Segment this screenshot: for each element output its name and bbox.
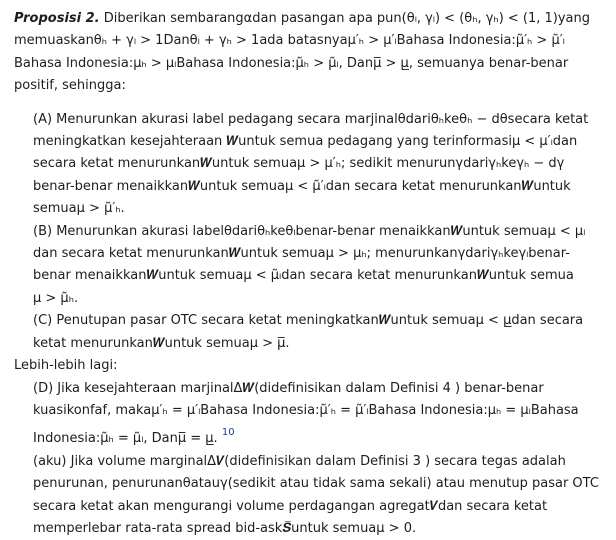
item-e-line-2: penurunan, penurunanθatauγ(sedikit atau tidak sama sekali) atau menutup pasar OTC (33, 476, 599, 492)
item-d-line-3 (14, 422, 602, 450)
item-a-line-3: secara ketat menurunkan𝑾untuk semuaμ > μ′ₕ; sedikit menurunγdariγₕkeγₕ − dγ (33, 156, 565, 172)
moreover-heading: Lebih-lebih lagi: (14, 358, 118, 374)
paragraph-spacer (14, 98, 602, 109)
item-e-line-3: secara ketat akan mengurangi volume perdagangan agregat𝑽dan secara ketat (33, 498, 548, 514)
item-b-line-3: benar menaikkan𝑾untuk semuaμ < μ̃ₗdan secara ketat menurunkan𝑾untuk semua (33, 268, 574, 284)
proposition-line-3: Bahasa Indonesia:μₕ > μₗBahasa Indonesia:μ̃ₕ > μ̃ₗ, Danμ̅ > μ̲, semuanya benar-benar (14, 55, 569, 71)
proposition-statement-start: Diberikan sembarangαdan pasangan apa pun(θₗ, γₗ) < (θₕ, γₕ) < (1, 1)yang (103, 11, 591, 26)
proposition-line-4: positif, sehingga: (14, 78, 126, 94)
item-e-line-1: (aku) Jika volume marginalΔ𝑽(didefinisikan dalam Definisi 3 ) secara tegas adalah (33, 453, 566, 469)
item-b-line-4: μ > μ̃ₕ. (33, 290, 79, 306)
item-c-line-2: ketat menurunkan𝑾untuk semuaμ > μ̅. (33, 335, 290, 351)
item-a-line-4: benar-benar menaikkan𝑾untuk semuaμ < μ̃′ₗdan secara ketat menurunkan𝑾untuk (33, 178, 571, 194)
item-e-line-4: memperlebar rata-rata spread bid-ask𝑺̅untuk semuaμ > 0. (33, 520, 417, 536)
item-b-line-1: (B) Menurunkan akurasi labelθdariθₕkeθₗbenar-benar menaikkan𝑾untuk semuaμ < μₗ (33, 223, 586, 239)
item-b-line-2: dan secara ketat menurunkan𝑾untuk semuaμ > μₕ; menurunkanγdariγₕkeγₗbenar- (33, 246, 570, 262)
item-d-line-3-text: Indonesia:μ̃ₕ = μ̃ₗ, Danμ̅ = μ̲. (33, 431, 218, 447)
item-a-line-2: meningkatkan kesejahteraan 𝑾untuk semua pedagang yang terinformasiμ < μ′ₗdan (33, 134, 578, 150)
proposition-line-2: memuaskanθₕ + γₗ > 1Danθₗ + γₕ > 1ada batasnyaμ′ₕ > μ′ₗBahasa Indonesia:μ̃′ₕ > μ̃′ₗ (14, 33, 565, 49)
item-c-line-1: (C) Penutupan pasar OTC secara ketat meningkatkan𝑾untuk semuaμ < μ̲dan secara (33, 313, 584, 329)
footnote-marker[interactable]: 10 (221, 427, 235, 439)
proposition-label: Proposisi 2. (14, 11, 100, 26)
item-a-line-5: semuaμ > μ̃′ₕ. (33, 201, 125, 217)
item-d-line-1: (D) Jika kesejahteraan marjinalΔ𝑾(didefinisikan dalam Definisi 4 ) benar-benar (33, 380, 544, 396)
item-d-line-2: kuasikonfaf, makaμ′ₕ = μ′ₗBahasa Indonesia:μ̃′ₕ = μ̃′ₗBahasa Indonesia:μₕ = μₗBahasa (33, 402, 579, 418)
proposition-line-1 (14, 8, 602, 30)
item-a-line-1: (A) Menurunkan akurasi label pedagang secara marjinalθdariθₕkeθₕ − dθsecara ketat (33, 111, 589, 127)
